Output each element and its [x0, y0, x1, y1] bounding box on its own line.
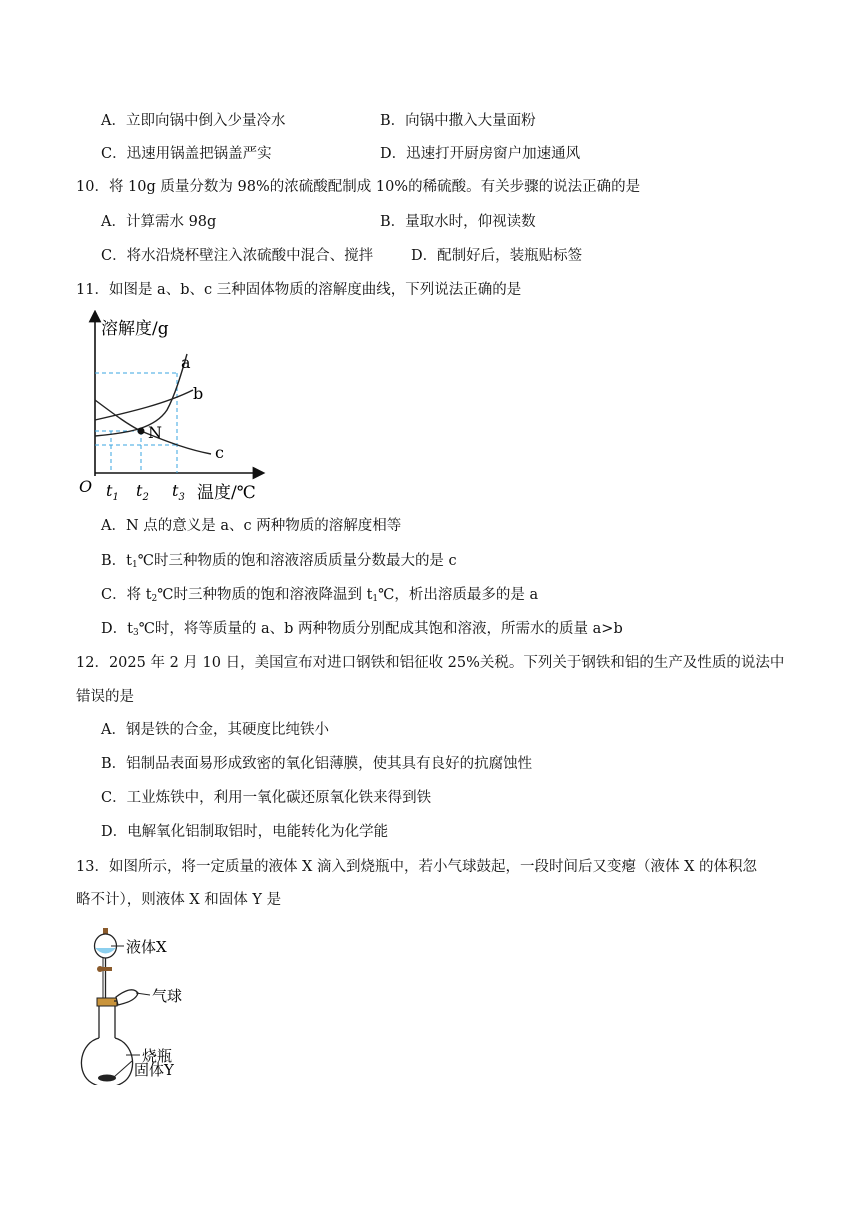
t1-label: $t_1$	[106, 481, 119, 503]
q9-option-b: B．向锅中撒入大量面粉	[380, 113, 536, 129]
q10-option-a: A．计算需水 98g	[101, 214, 217, 230]
label-flask: 烧瓶	[142, 1047, 173, 1065]
q10-option-b: B．量取水时，仰视读数	[380, 214, 536, 230]
y-axis-label: 溶解度/g	[101, 319, 169, 339]
curve-b	[95, 390, 193, 420]
t3-label: $t_3$	[172, 481, 185, 503]
q9-option-a: A．立即向锅中倒入少量冷水	[101, 113, 286, 129]
q12-option-b: B．铝制品表面易形成致密的氧化铝薄膜，使其具有良好的抗腐蚀性	[101, 756, 533, 772]
q10-option-d: D．配制好后，装瓶贴标签	[411, 248, 583, 264]
q12-stem-line2: 错误的是	[76, 689, 134, 705]
q12-option-c: C．工业炼铁中，利用一氧化碳还原氧化铁来得到铁	[101, 790, 432, 806]
q9-option-c: C．迅速用锅盖把锅盖严实	[101, 146, 272, 162]
q12-option-d: D．电解氧化铝制取铝时，电能转化为化学能	[101, 824, 389, 840]
q11-option-b: B．$t_1℃$时三种物质的饱和溶液溶质质量分数最大的是 c	[101, 553, 457, 570]
curve-a	[95, 354, 187, 436]
q13-stem-line2: 略不计），则液体 X 和固体 Y 是	[76, 892, 282, 908]
x-axis-label: 温度/℃	[197, 483, 256, 503]
q11-option-c: C．将 $t_2℃$时三种物质的饱和溶液降温到 $t_1℃$，析出溶质最多的是 a	[101, 587, 539, 604]
curve-a-label: a	[181, 353, 191, 372]
q11-stem: 11．如图是 a、b、c 三种固体物质的溶解度曲线，下列说法正确的是	[76, 282, 522, 298]
q10-stem: 10．将 10g 质量分数为 98%的浓硫酸配制成 10%的稀硫酸。有关步骤的说法正确的是	[76, 179, 641, 195]
q9-option-d: D．迅速打开厨房窗户加速通风	[380, 146, 581, 162]
curve-b-label: b	[193, 384, 204, 403]
label-balloon: 气球	[152, 987, 183, 1005]
label-liquid-x: 液体X	[126, 938, 167, 956]
apparatus-diagram	[74, 925, 224, 1085]
point-n-label: N	[148, 423, 162, 442]
point-n	[138, 428, 145, 435]
q10-option-c: C．将水沿烧杯壁注入浓硫酸中混合、搅拌	[101, 248, 374, 264]
q12-stem-line1: 12．2025 年 2 月 10 日，美国宣布对进口钢铁和铝征收 25%关税。下列关于钢铁和铝的生产及性质的说法中	[76, 655, 785, 671]
t2-label: $t_2$	[136, 481, 149, 503]
q13-stem-line1: 13．如图所示，将一定质量的液体 X 滴入到烧瓶中，若小气球鼓起，一段时间后又变瘪（液体 X 的体积忽	[76, 859, 758, 875]
solubility-graph	[75, 310, 275, 505]
label-solid-y: 固体Y	[134, 1061, 174, 1079]
q11-option-d: D．$t_3℃$时，将等质量的 a、b 两种物质分别配成其饱和溶液，所需水的质量 a>b	[101, 621, 623, 638]
curve-c-label: c	[215, 443, 224, 462]
q12-option-a: A．钢是铁的合金，其硬度比纯铁小	[101, 722, 329, 738]
origin-label: O	[79, 477, 93, 496]
q11-option-a: A．N 点的意义是 a、c 两种物质的溶解度相等	[101, 518, 402, 534]
